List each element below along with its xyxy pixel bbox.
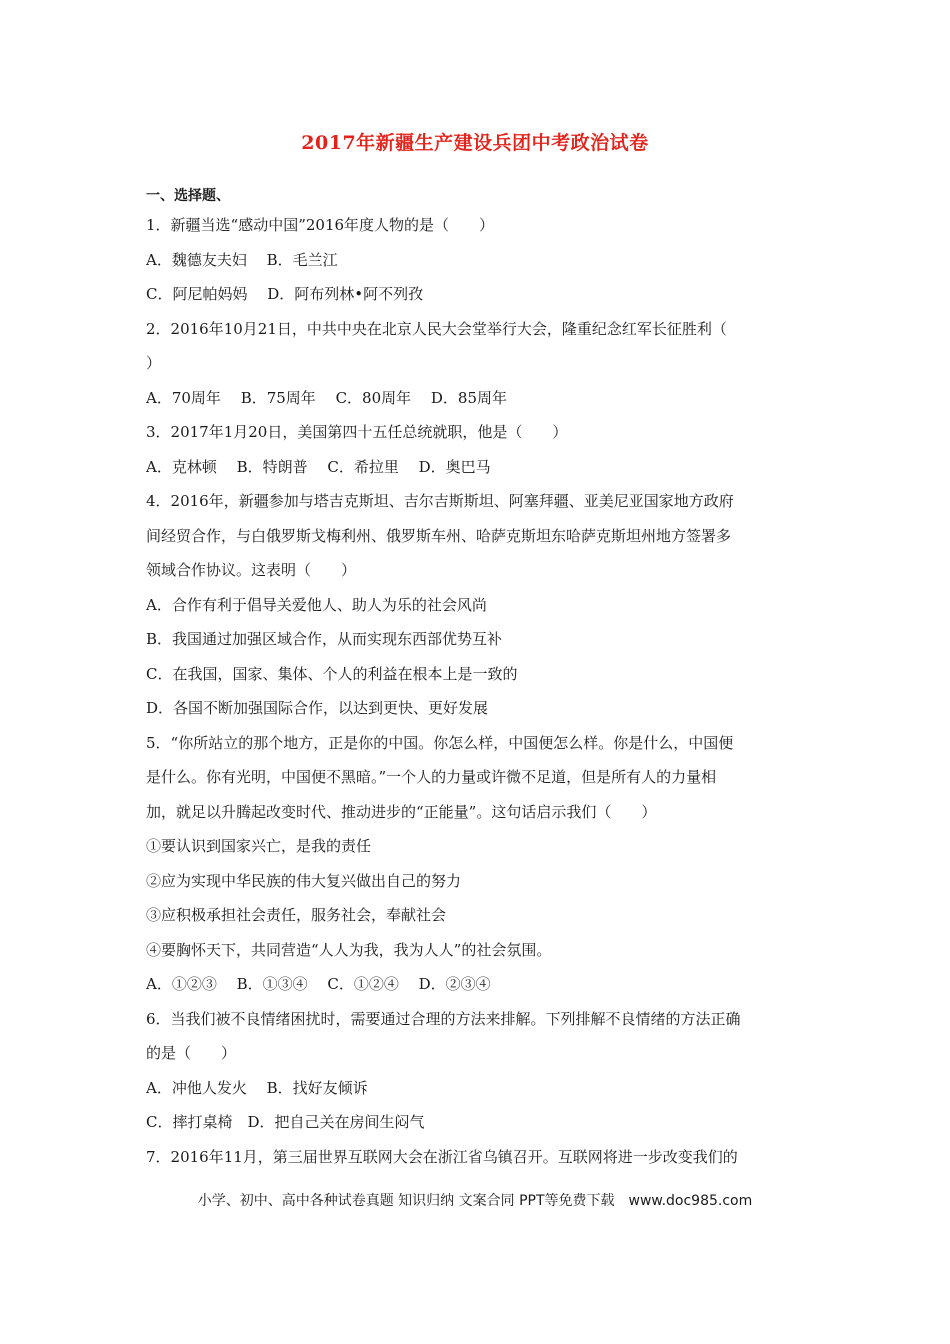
text-line: A．魏德友夫妇 B．毛兰江 [146, 250, 338, 269]
text-line: A．克林顿 B．特朗普 C．希拉里 D．奥巴马 [146, 457, 491, 476]
text-line: 间经贸合作，与白俄罗斯戈梅利州、俄罗斯车州、哈萨克斯坦东哈萨克斯坦州地方签署多 [146, 526, 732, 545]
text-line: B．我国通过加强区域合作，从而实现东西部优势互补 [146, 630, 503, 648]
text-line: C．在我国，国家、集体、个人的利益在根本上是一致的 [146, 664, 518, 683]
question-content [146, 212, 811, 1178]
text-line: 领域合作协议。这表明（ ） [146, 561, 357, 579]
text-line: A．合作有利于倡导关爱他人、助人为乐的社会风尚 [146, 595, 487, 614]
text-line: 1．新疆当选“感动中国”2016年度人物的是（ ） [146, 216, 495, 234]
text-line: 4．2016年，新疆参加与塔吉克斯坦、吉尔吉斯斯坦、阿塞拜疆、亚美尼亚国家地方政府 [146, 492, 734, 510]
text-line: 2．2016年10月21日，中共中央在北京人民大会堂举行大会，隆重纪念红军长征胜利（ [146, 319, 727, 338]
text-line: ） [146, 354, 162, 372]
section-heading: 一、选择题、 [146, 188, 230, 204]
text-line: 7．2016年11月，第三届世界互联网大会在浙江省乌镇召开。互联网将进一步改变我们的 [146, 1147, 738, 1166]
text-line: C．摔打桌椅 D．把自己关在房间生闷气 [146, 1113, 425, 1131]
text-line: D．各国不断加强国际合作，以达到更快、更好发展 [146, 699, 489, 717]
text-line: ③应积极承担社会责任，服务社会，奉献社会 [146, 906, 447, 924]
text-line: 加，就足以升腾起改变时代、推动进步的“正能量”。这句话启示我们（ ） [146, 802, 657, 821]
text-line: ④要胸怀天下，共同营造“人人为我，我为人人”的社会氛围。 [146, 940, 552, 959]
text-line: 的是（ ） [146, 1044, 237, 1062]
text-line: 是什么。你有光明，中国便不黑暗。”一个人的力量或许微不足道，但是所有人的力量相 [146, 768, 717, 786]
text-line: A．70周年 B．75周年 C．80周年 D．85周年 [146, 388, 508, 407]
text-line: C．阿尼帕妈妈 D．阿布列林•阿不列孜 [146, 285, 424, 303]
document-title: 2017年新疆生产建设兵团中考政治试卷 [301, 132, 649, 154]
text-line: A．①②③ B．①③④ C．①②④ D．②③④ [146, 975, 491, 993]
text-line: 6．当我们被不良情绪困扰时，需要通过合理的方法来排解。下列排解不良情绪的方法正确 [146, 1009, 741, 1028]
text-line: ②应为实现中华民族的伟大复兴做出自己的努力 [146, 871, 462, 890]
text-line: 5．“你所站立的那个地方，正是你的中国。你怎么样，中国便怎么样。你是什么，中国便 [146, 733, 734, 752]
text-line: 3．2017年1月20日，美国第四十五任总统就职，他是（ ） [146, 423, 568, 441]
text-line: A．冲他人发火 B．找好友倾诉 [146, 1078, 368, 1097]
text-line: ①要认识到国家兴亡，是我的责任 [146, 837, 372, 855]
footer-text: 小学、初中、高中各种试卷真题 知识归纳 文案合同 PPT等免费下载 www.doc985.com [197, 1193, 753, 1209]
